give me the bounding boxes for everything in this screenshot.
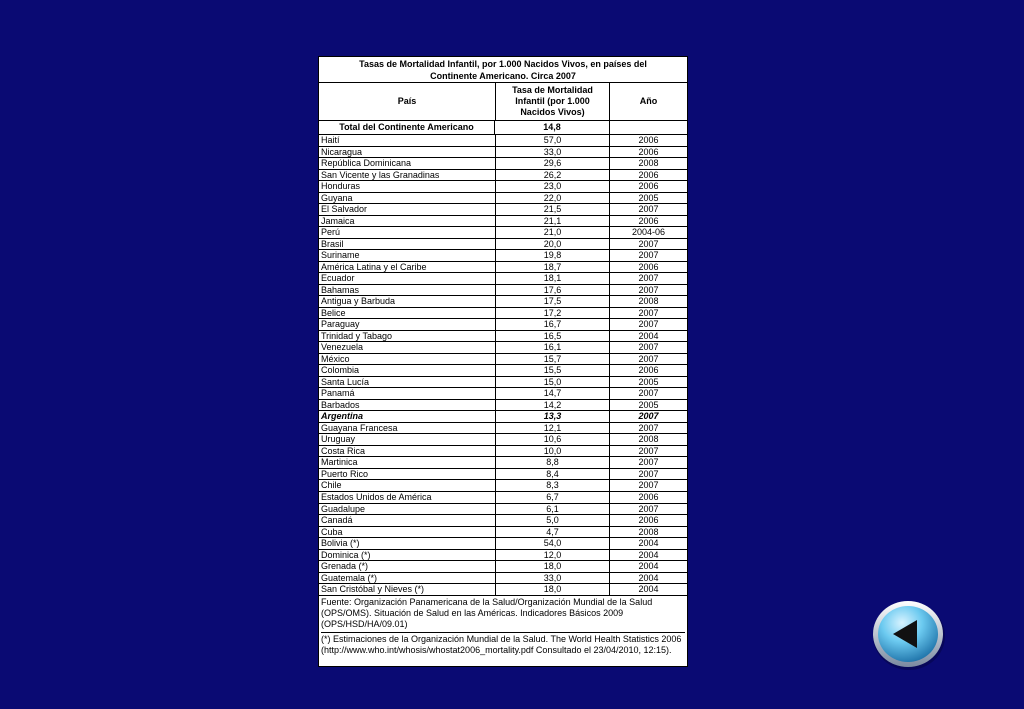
table-body bbox=[319, 135, 687, 596]
cell-country: Perú bbox=[321, 227, 341, 238]
cell-rate: 17,2 bbox=[495, 308, 609, 319]
cell-rate: 29,6 bbox=[495, 158, 609, 169]
cell-country: Antigua y Barbuda bbox=[321, 296, 396, 307]
cell-year: 2006 bbox=[609, 492, 687, 503]
table-row bbox=[319, 388, 687, 400]
cell-country: Guyana bbox=[321, 192, 353, 203]
table-row bbox=[319, 446, 687, 458]
cell-rate: 20,0 bbox=[495, 239, 609, 250]
cell-country: Colombia bbox=[321, 365, 360, 376]
cell-country: El Salvador bbox=[321, 204, 368, 215]
cell-year: 2004 bbox=[609, 561, 687, 572]
total-year bbox=[609, 121, 687, 134]
table-row bbox=[319, 204, 687, 216]
table-row bbox=[319, 216, 687, 228]
cell-year: 2008 bbox=[609, 158, 687, 169]
cell-year: 2007 bbox=[609, 354, 687, 365]
total-row bbox=[319, 121, 687, 135]
table-row bbox=[319, 573, 687, 585]
cell-country: San Cristóbal y Nieves (*) bbox=[321, 584, 425, 595]
table-row bbox=[319, 457, 687, 469]
cell-rate: 12,0 bbox=[495, 550, 609, 561]
table-row bbox=[319, 469, 687, 481]
table-row bbox=[319, 262, 687, 274]
cell-rate: 14,7 bbox=[495, 388, 609, 399]
cell-rate: 17,5 bbox=[495, 296, 609, 307]
cell-country: Guatemala (*) bbox=[321, 572, 378, 583]
cell-country: Estados Unidos de América bbox=[321, 491, 432, 502]
cell-year: 2007 bbox=[609, 457, 687, 468]
table-row bbox=[319, 538, 687, 550]
cell-year: 2007 bbox=[609, 285, 687, 296]
cell-year: 2007 bbox=[609, 446, 687, 457]
table-row bbox=[319, 273, 687, 285]
cell-year: 2006 bbox=[609, 515, 687, 526]
cell-country: Brasil bbox=[321, 238, 344, 249]
cell-rate: 18,0 bbox=[495, 561, 609, 572]
cell-rate: 21,5 bbox=[495, 204, 609, 215]
cell-rate: 15,0 bbox=[495, 377, 609, 388]
cell-rate: 8,8 bbox=[495, 457, 609, 468]
cell-rate: 15,7 bbox=[495, 354, 609, 365]
cell-country: Costa Rica bbox=[321, 445, 366, 456]
cell-rate: 12,1 bbox=[495, 423, 609, 434]
cell-year: 2004 bbox=[609, 550, 687, 561]
cell-year: 2006 bbox=[609, 170, 687, 181]
cell-year: 2007 bbox=[609, 250, 687, 261]
cell-country: Puerto Rico bbox=[321, 468, 369, 479]
cell-country: Haití bbox=[321, 135, 340, 145]
cell-year: 2005 bbox=[609, 193, 687, 204]
cell-country: Uruguay bbox=[321, 434, 356, 445]
cell-country: Bahamas bbox=[321, 284, 360, 295]
cell-rate: 8,4 bbox=[495, 469, 609, 480]
cell-rate: 22,0 bbox=[495, 193, 609, 204]
cell-year: 2007 bbox=[609, 469, 687, 480]
cell-rate: 8,3 bbox=[495, 480, 609, 491]
cell-year: 2006 bbox=[609, 216, 687, 227]
total-rate: 14,8 bbox=[543, 122, 561, 132]
cell-country: América Latina y el Caribe bbox=[321, 261, 427, 272]
cell-rate: 26,2 bbox=[495, 170, 609, 181]
table-row bbox=[319, 181, 687, 193]
cell-rate: 14,2 bbox=[495, 400, 609, 411]
cell-rate: 19,8 bbox=[495, 250, 609, 261]
cell-year: 2004 bbox=[609, 331, 687, 342]
cell-country: Martinica bbox=[321, 457, 358, 468]
cell-country: Belice bbox=[321, 307, 346, 318]
cell-country: Barbados bbox=[321, 399, 360, 410]
cell-country: Bolivia (*) bbox=[321, 538, 360, 549]
cell-year: 2004 bbox=[609, 538, 687, 549]
cell-country: Dominica (*) bbox=[321, 549, 371, 560]
cell-year: 2007 bbox=[609, 480, 687, 491]
estimate-note: (*) Estimaciones de la Organización Mundial de la Salud. The World Health Statistics 2006 (http://www.who.int/whosis/whostat2006_mortality.pdf Consultado el 23/04/2010, 12:15). bbox=[321, 633, 682, 655]
cell-rate: 17,6 bbox=[495, 285, 609, 296]
cell-year: 2007 bbox=[609, 204, 687, 215]
cell-country: Paraguay bbox=[321, 319, 360, 330]
table-row bbox=[319, 193, 687, 205]
cell-year: 2005 bbox=[609, 377, 687, 388]
cell-country: México bbox=[321, 353, 350, 364]
cell-year: 2007 bbox=[609, 308, 687, 319]
cell-rate: 33,0 bbox=[495, 573, 609, 584]
cell-country: Argentina bbox=[321, 411, 364, 422]
table-row bbox=[319, 331, 687, 343]
cell-rate: 10,0 bbox=[495, 446, 609, 457]
cell-country: Guayana Francesa bbox=[321, 422, 398, 433]
table-row bbox=[319, 170, 687, 182]
cell-rate: 5,0 bbox=[495, 515, 609, 526]
table-row bbox=[319, 158, 687, 170]
table-row bbox=[319, 147, 687, 159]
table-row bbox=[319, 135, 687, 147]
cell-year: 2006 bbox=[609, 135, 687, 146]
cell-rate: 18,1 bbox=[495, 273, 609, 284]
cell-country: Santa Lucía bbox=[321, 376, 370, 387]
cell-year: 2008 bbox=[609, 527, 687, 538]
mortality-table bbox=[318, 56, 688, 667]
table-row bbox=[319, 354, 687, 366]
cell-year: 2006 bbox=[609, 365, 687, 376]
cell-year: 2007 bbox=[609, 342, 687, 353]
cell-rate: 21,0 bbox=[495, 227, 609, 238]
back-button[interactable] bbox=[871, 598, 947, 672]
cell-year: 2004 bbox=[609, 573, 687, 584]
cell-rate: 57,0 bbox=[495, 135, 609, 146]
table-notes bbox=[319, 596, 687, 656]
table-row bbox=[319, 227, 687, 239]
table-title-line1: Tasas de Mortalidad Infantil, por 1.000 Nacidos Vivos, en países del bbox=[359, 59, 647, 69]
cell-country: Panamá bbox=[321, 388, 355, 399]
cell-year: 2007 bbox=[609, 239, 687, 250]
cell-rate: 16,7 bbox=[495, 319, 609, 330]
cell-country: Suriname bbox=[321, 250, 360, 261]
cell-year: 2006 bbox=[609, 262, 687, 273]
cell-country: República Dominicana bbox=[321, 158, 412, 169]
header-rate: Tasa de Mortalidad Infantil (por 1.000 Nacidos Vivos) bbox=[495, 83, 609, 120]
table-row bbox=[319, 319, 687, 331]
cell-year: 2005 bbox=[609, 400, 687, 411]
table-row bbox=[319, 411, 687, 423]
cell-rate: 33,0 bbox=[495, 147, 609, 158]
table-row bbox=[319, 296, 687, 308]
cell-rate: 18,7 bbox=[495, 262, 609, 273]
cell-rate: 15,5 bbox=[495, 365, 609, 376]
header-country: País bbox=[397, 96, 417, 106]
table-row bbox=[319, 285, 687, 297]
cell-rate: 10,6 bbox=[495, 434, 609, 445]
table-row bbox=[319, 550, 687, 562]
table-row bbox=[319, 308, 687, 320]
cell-country: Grenada (*) bbox=[321, 561, 369, 572]
table-title-line2: Continente Americano. Circa 2007 bbox=[430, 71, 576, 81]
cell-rate: 13,3 bbox=[495, 411, 609, 422]
cell-year: 2008 bbox=[609, 434, 687, 445]
cell-rate: 21,1 bbox=[495, 216, 609, 227]
table-header bbox=[319, 83, 687, 121]
cell-year: 2007 bbox=[609, 273, 687, 284]
cell-country: Ecuador bbox=[321, 273, 355, 284]
cell-country: San Vicente y las Granadinas bbox=[321, 169, 440, 180]
cell-country: Nicaragua bbox=[321, 146, 363, 157]
cell-year: 2007 bbox=[609, 388, 687, 399]
total-label: Total del Continente Americano bbox=[319, 121, 495, 134]
table-row bbox=[319, 239, 687, 251]
table-row bbox=[319, 423, 687, 435]
cell-rate: 16,1 bbox=[495, 342, 609, 353]
table-row bbox=[319, 365, 687, 377]
cell-country: Trinidad y Tabago bbox=[321, 330, 393, 341]
header-year: Año bbox=[609, 83, 687, 120]
cell-rate: 18,0 bbox=[495, 584, 609, 595]
table-row bbox=[319, 377, 687, 389]
cell-year: 2007 bbox=[609, 411, 687, 422]
table-row bbox=[319, 400, 687, 412]
cell-country: Cuba bbox=[321, 526, 343, 537]
cell-country: Honduras bbox=[321, 181, 361, 192]
cell-year: 2006 bbox=[609, 181, 687, 192]
cell-rate: 6,7 bbox=[495, 492, 609, 503]
table-row bbox=[319, 561, 687, 573]
table-row bbox=[319, 504, 687, 516]
table-row bbox=[319, 434, 687, 446]
cell-country: Chile bbox=[321, 480, 342, 491]
table-row bbox=[319, 492, 687, 504]
table-row bbox=[319, 527, 687, 539]
table-row bbox=[319, 515, 687, 527]
source-note: Fuente: Organización Panamericana de la Salud/Organización Mundial de la Salud (OPS/OMS). Situación de Salud en las Américas. Indicadores Básicos 2009 (OPS/HSD/HA/09.01) bbox=[321, 597, 685, 633]
cell-country: Guadalupe bbox=[321, 503, 366, 514]
cell-country: Jamaica bbox=[321, 215, 355, 226]
cell-year: 2006 bbox=[609, 147, 687, 158]
cell-year: 2007 bbox=[609, 504, 687, 515]
cell-rate: 6,1 bbox=[495, 504, 609, 515]
table-row bbox=[319, 480, 687, 492]
cell-year: 2008 bbox=[609, 296, 687, 307]
table-row bbox=[319, 342, 687, 354]
back-arrow-icon bbox=[871, 598, 947, 672]
cell-rate: 4,7 bbox=[495, 527, 609, 538]
cell-country: Canadá bbox=[321, 515, 353, 526]
cell-year: 2007 bbox=[609, 423, 687, 434]
table-title bbox=[319, 57, 687, 83]
cell-rate: 16,5 bbox=[495, 331, 609, 342]
cell-year: 2004 bbox=[609, 584, 687, 595]
cell-year: 2004-06 bbox=[609, 227, 687, 238]
cell-country: Venezuela bbox=[321, 342, 364, 353]
cell-year: 2007 bbox=[609, 319, 687, 330]
table-row bbox=[319, 584, 687, 596]
table-row bbox=[319, 250, 687, 262]
cell-rate: 23,0 bbox=[495, 181, 609, 192]
cell-rate: 54,0 bbox=[495, 538, 609, 549]
